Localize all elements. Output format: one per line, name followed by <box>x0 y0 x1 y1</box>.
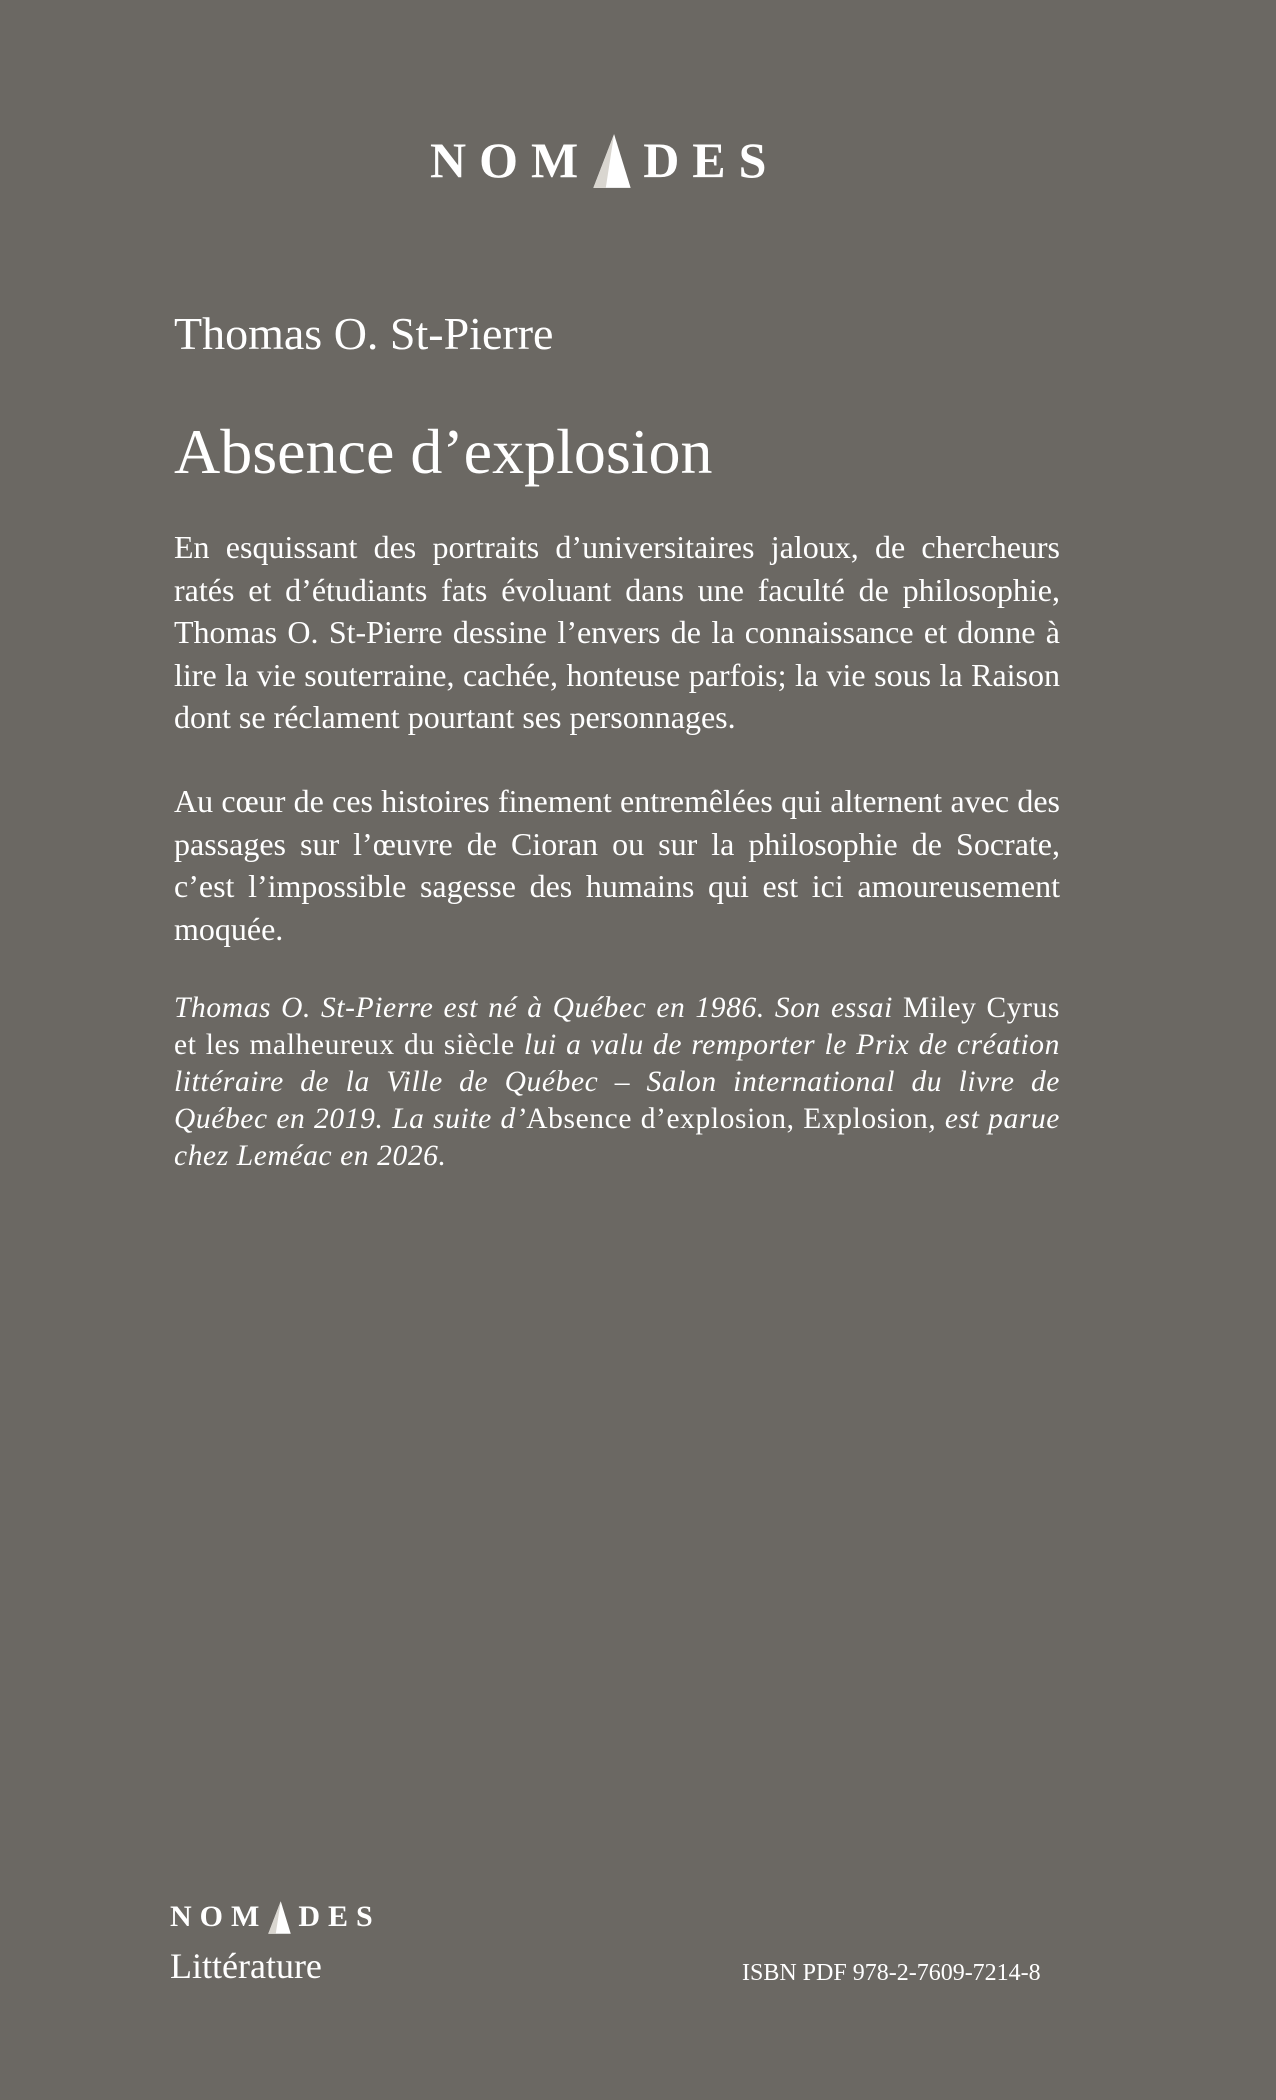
description-paragraph-1: En esquissant des portraits d’universitaires jaloux, de chercheurs ratés et d’étudiants fats évoluant dans une faculté de philosophie, Thomas O. St-Pierre dessine l’envers de la connaissance et donne à lire la vie souterraine, cachée, honteuse parfois; la vie sous la Raison dont se réclament pourtant ses personnages. <box>174 529 1060 735</box>
isbn: ISBN PDF 978-2-7609-7214-8 <box>742 1960 1041 1986</box>
logo-footer-text-end: DES <box>298 1900 381 1933</box>
bio-work-2: Absence d’explosion <box>526 1103 787 1135</box>
publisher-logo <box>430 130 779 190</box>
bio-text-1: Thomas O. St-Pierre est né à Québec en 1986. Son essai <box>174 992 904 1024</box>
logo-text-start: NOM <box>430 132 592 188</box>
logo-footer-text-start: NOM <box>170 1900 268 1933</box>
bio-text-2: lui a valu de remporter le Prix de création littéraire de la Ville de Québec – Salon international du livre de Québec en 2019. La suite d’ <box>174 1029 1060 1135</box>
bio-text-4: , est parue chez Leméac en 2026. <box>174 1103 1060 1172</box>
author-bio <box>174 990 1060 1175</box>
triangle-pyramid-icon <box>591 132 633 190</box>
series-name: Littérature <box>170 1946 322 1986</box>
logo-text-end: DES <box>643 132 780 188</box>
description-paragraph-2: Au cœur de ces histoires finement entremêlées qui alternent avec des passages sur l’œuvre de Cioran ou sur la philosophie de Socrate, c’est l’impossible sagesse des humains qui est ici amoureusement moquée. <box>174 783 1060 947</box>
bio-work-1: Miley Cyrus et les malheureux du siècle <box>174 992 1061 1061</box>
author-name: Thomas O. St-Pierre <box>174 308 554 359</box>
bio-work-3: Explosion <box>803 1103 929 1135</box>
book-title: Absence d’explosion <box>174 416 713 487</box>
bio-text-3: , <box>786 1103 804 1135</box>
triangle-pyramid-icon <box>267 1900 292 1935</box>
publisher-logo-footer <box>170 1899 381 1935</box>
